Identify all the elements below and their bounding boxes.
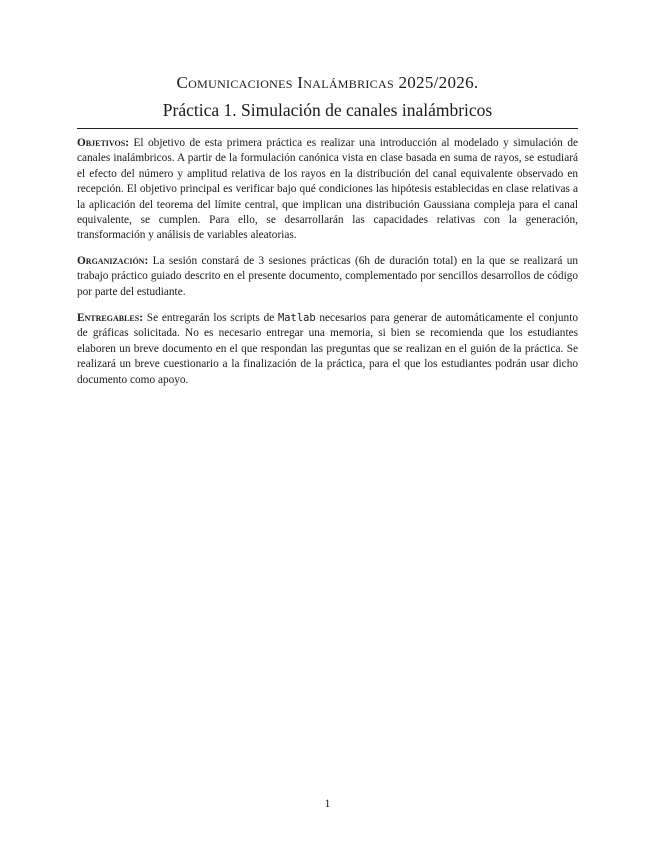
course-title: Comunicaciones Inalámbricas 2025/2026.: [176, 73, 479, 92]
section-entregables: [77, 311, 578, 388]
title-divider: [77, 128, 578, 129]
matlab-code-word: Matlab: [278, 312, 316, 324]
section-body-organizacion: La sesión constará de 3 sesiones prácticas (6h de duración total) en la que se realizará un trabajo práctico guiado descrito en el presente documento, complementado por sencillos desarrollos de código por parte del estudiante.: [77, 255, 578, 298]
section-heading-objetivos: Objetivos:: [77, 137, 129, 149]
section-body-entregables-end: necesarios para generar de automáticamente el conjunto de gráficas solicitada. No es necesario entregar una memoria, si bien se recomienda que los estudiantes elaboren un breve documento en el que respondan las preguntas que se realizan en el guión de la práctica. Se realizará un breve cuestionario a la finalización de la práctica, para el que los estudiantes podrán usar dicho documento como apoyo.: [77, 312, 578, 386]
section-objetivos: [77, 136, 578, 244]
section-heading-entregables: Entregables:: [77, 312, 143, 324]
practice-title: Práctica 1. Simulación de canales inalámbricos: [162, 100, 493, 120]
section-body-entregables-start: Se entregarán los scripts de: [146, 312, 275, 324]
page-number: 1: [324, 798, 331, 810]
section-heading-organizacion: Organización:: [77, 255, 149, 267]
section-organizacion: [77, 254, 578, 300]
section-body-objetivos: El objetivo de esta primera práctica es realizar una introducción al modelado y simulación de canales inalámbricos. A partir de la formulación canónica vista en clase basada en suma de rayos, se estudiará el efecto del número y amplitud relativa de los rayos en la distribución del canal equivalente observado en recepción. El objetivo principal es verificar bajo qué condiciones las hipótesis establecidas en clase relativas a la aplicación del teorema del límite central, que implican una distribución Gaussiana compleja para el canal equivalente, se cumplen. Para ello, se desarrollarán las capacidades relativas con la generación, transformación y análisis de variables aleatorias.: [77, 137, 578, 242]
